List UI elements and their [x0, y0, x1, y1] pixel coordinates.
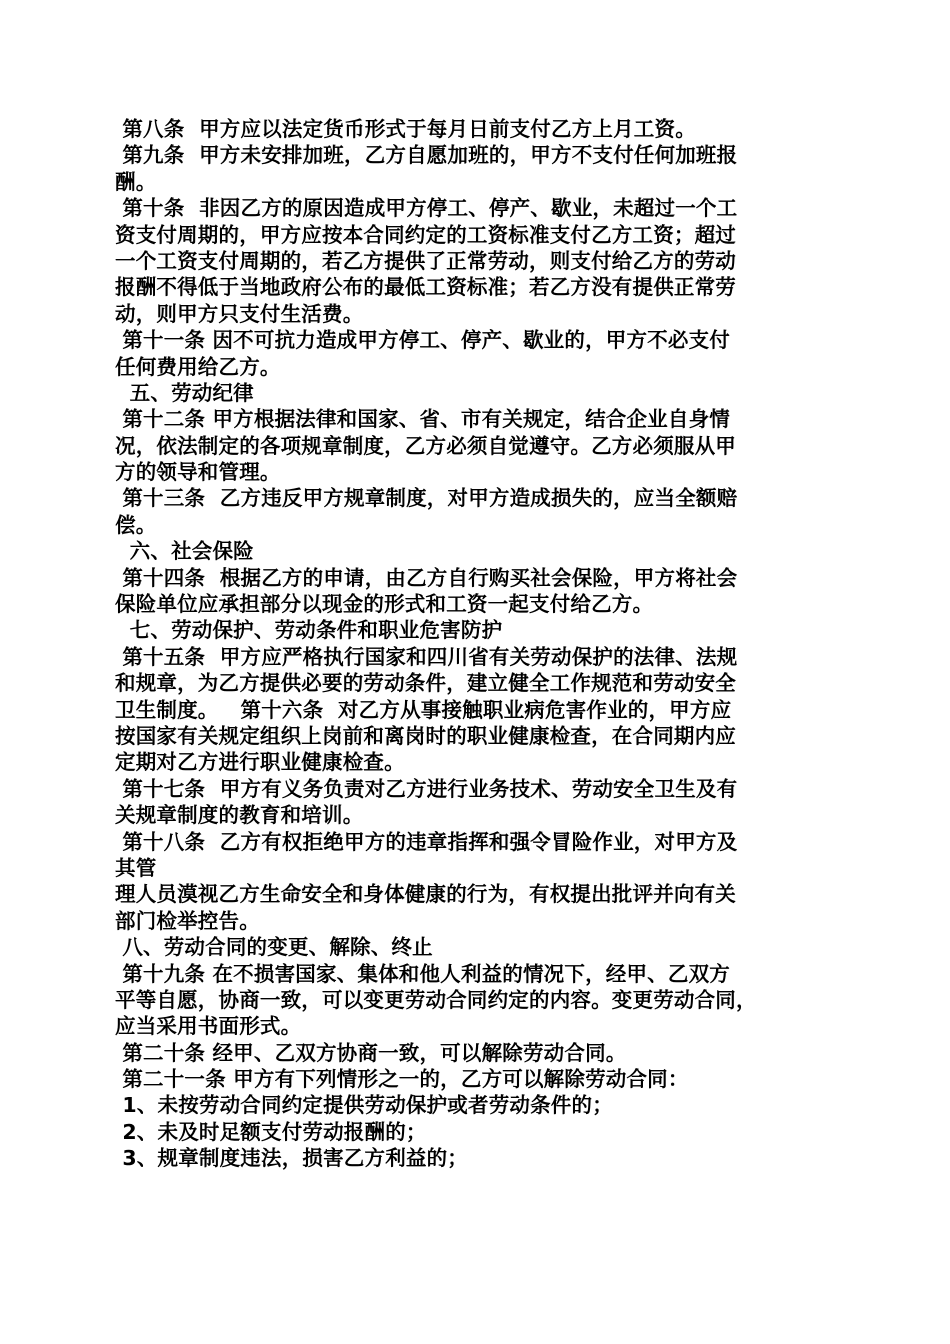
text-line: 定期对乙方进行职业健康检查。 [115, 750, 405, 775]
text-line: 第十九条 在不损害国家、集体和他人利益的情况下，经甲、乙双方 [115, 961, 730, 986]
list-item: 1、未按劳动合同约定提供劳动保护或者劳动条件的； [115, 1093, 613, 1118]
text-line: 第十四条 根据乙方的申请，由乙方自行购买社会保险，甲方将社会 [115, 565, 738, 590]
section-heading: 六、社会保险 [115, 539, 254, 564]
text-line: 和规章，为乙方提供必要的劳动条件，建立健全工作规范和劳动安全 [115, 671, 736, 696]
text-line: 一个工资支付周期的，若乙方提供了正常劳动，则支付给乙方的劳动 [115, 248, 736, 273]
text-line: 动，则甲方只支付生活费。 [115, 301, 364, 326]
text-line: 第十二条 甲方根据法律和国家、省、市有关规定，结合企业自身情 [115, 407, 730, 432]
section-heading: 五、劳动纪律 [115, 380, 254, 405]
section-heading: 八、劳动合同的变更、解除、终止 [115, 935, 433, 960]
text-line: 第十五条 甲方应严格执行国家和四川省有关劳动保护的法律、法规 [115, 644, 738, 669]
text-line: 酬。 [115, 169, 157, 194]
text-line: 部门检举控告。 [115, 908, 260, 933]
text-line: 任何费用给乙方。 [115, 354, 281, 379]
text-line: 况，依法制定的各项规章制度，乙方必须自觉遵守。乙方必须服从甲 [115, 433, 736, 458]
text-line: 理人员漠视乙方生命安全和身体健康的行为，有权提出批评并向有关 [115, 882, 736, 907]
text-line: 第二十条 经甲、乙双方协商一致，可以解除劳动合同。 [115, 1040, 627, 1065]
text-line: 关规章制度的教育和培训。 [115, 803, 364, 828]
text-line: 报酬不得低于当地政府公布的最低工资标准；若乙方没有提供正常劳 [115, 275, 736, 300]
text-line: 卫生制度。 第十六条 对乙方从事接触职业病危害作业的，甲方应 [115, 697, 732, 722]
list-item: 3、规章制度违法，损害乙方利益的； [115, 1146, 468, 1171]
text-line: 第十七条 甲方有义务负责对乙方进行业务技术、劳动安全卫生及有 [115, 776, 738, 801]
text-line: 偿。 [115, 512, 157, 537]
text-line: 应当采用书面形式。 [115, 1014, 302, 1039]
text-line: 第十一条 因不可抗力造成甲方停工、停产、歇业的，甲方不必支付 [115, 328, 730, 353]
text-line: 方的领导和管理。 [115, 460, 281, 485]
text-line: 第十条 非因乙方的原因造成甲方停工、停产、歇业，未超过一个工 [115, 196, 738, 221]
text-line: 第八条 甲方应以法定货币形式于每月日前支付乙方上月工资。 [115, 117, 696, 141]
text-line: 平等自愿，协商一致，可以变更劳动合同约定的内容。变更劳动合同， [115, 987, 757, 1012]
text-line: 按国家有关规定组织上岗前和离岗时的职业健康检查，在合同期内应 [115, 723, 736, 748]
section-heading: 七、劳动保护、劳动条件和职业危害防护 [115, 618, 503, 643]
list-item: 2、未及时足额支付劳动报酬的； [115, 1119, 427, 1144]
text-line: 保险单位应承担部分以现金的形式和工资一起支付给乙方。 [115, 592, 654, 617]
text-line: 第十八条 乙方有权拒绝甲方的违章指挥和强令冒险作业，对甲方及 [115, 829, 738, 854]
document-body [115, 116, 845, 1172]
text-line: 第九条 甲方未安排加班，乙方自愿加班的，甲方不支付任何加班报 [115, 143, 738, 168]
text-line: 资支付周期的，甲方应按本合同约定的工资标准支付乙方工资；超过 [115, 222, 736, 247]
text-line: 第二十一条 甲方有下列情形之一的，乙方可以解除劳动合同： [115, 1067, 689, 1092]
text-line: 第十三条 乙方违反甲方规章制度，对甲方造成损失的，应当全额赔 [115, 486, 738, 511]
text-line: 其管 [115, 855, 157, 880]
